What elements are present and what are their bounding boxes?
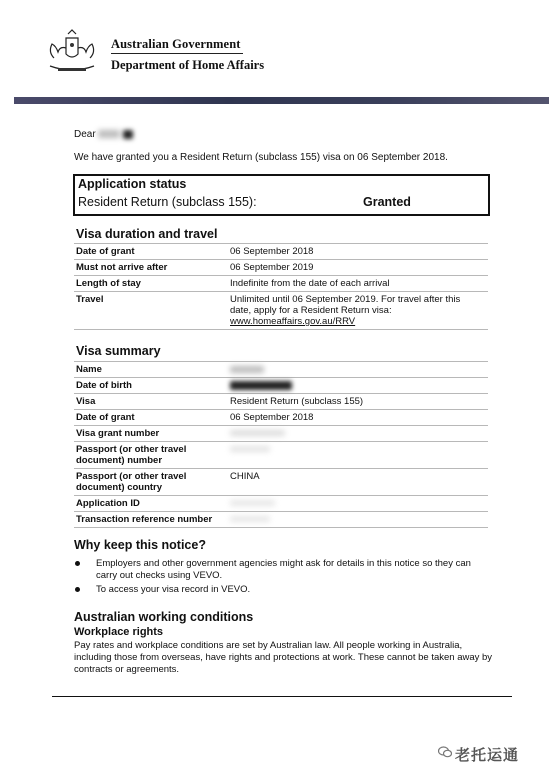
row-label: Application ID <box>74 496 228 512</box>
row-label: Passport (or other travel document) number <box>74 442 228 469</box>
row-label: Visa <box>74 394 228 410</box>
intro-text: We have granted you a Resident Return (subclass 155) visa on 06 September 2018. <box>74 152 448 163</box>
redacted-value <box>230 516 270 522</box>
table-row <box>74 394 488 410</box>
row-value <box>228 442 488 469</box>
row-value <box>228 378 488 394</box>
bullet-icon <box>75 561 80 566</box>
redacted-value <box>230 446 270 452</box>
summary-table <box>74 361 488 528</box>
row-value <box>228 362 488 378</box>
row-label: Transaction reference number <box>74 512 228 528</box>
rrv-link[interactable]: www.homeaffairs.gov.au/RRV <box>230 316 356 327</box>
row-label: Date of birth <box>74 378 228 394</box>
table-row <box>74 276 488 292</box>
row-value: Indefinite from the date of each arrival <box>228 276 488 292</box>
watermark-text: 老托运通 <box>455 747 520 764</box>
row-value <box>228 496 488 512</box>
row-value: 06 September 2019 <box>228 260 488 276</box>
redacted-value <box>230 500 275 506</box>
row-label: Passport (or other travel document) country <box>74 469 228 496</box>
travel-text: Unlimited until 06 September 2019. For travel after this date, apply for a Resident Return visa: <box>230 294 461 316</box>
table-row <box>74 244 488 260</box>
redacted-value <box>230 430 285 436</box>
duration-table <box>74 243 488 330</box>
table-row <box>74 496 488 512</box>
why-title: Why keep this notice? <box>74 538 206 552</box>
row-label: Must not arrive after <box>74 260 228 276</box>
row-label: Date of grant <box>74 410 228 426</box>
work-body: Pay rates and workplace conditions are set by Australian law. All people working in Australia, including those from overseas, have rights and protections at work. These cannot be taken away by contracts or agreements. <box>74 640 493 675</box>
bullet-text: Employers and other government agencies might ask for details in this notice so they can carry out checks using VEVO. <box>96 558 471 581</box>
row-label: Visa grant number <box>74 426 228 442</box>
government-name: Australian Government <box>111 37 241 51</box>
row-value <box>228 426 488 442</box>
row-label: Length of stay <box>74 276 228 292</box>
work-subtitle: Workplace rights <box>74 626 164 638</box>
salutation-text: Dear <box>74 129 96 140</box>
department-name: Department of Home Affairs <box>111 58 265 72</box>
bullet-icon <box>75 587 80 592</box>
row-label: Travel <box>74 292 228 330</box>
redacted-name-mark <box>123 130 133 139</box>
table-row <box>74 410 488 426</box>
row-label: Date of grant <box>74 244 228 260</box>
header-rule <box>111 53 243 54</box>
table-row <box>74 512 488 528</box>
status-value: Granted <box>363 195 411 209</box>
table-row <box>74 260 488 276</box>
row-value <box>228 292 488 330</box>
table-row <box>74 469 488 496</box>
table-row <box>74 362 488 378</box>
row-value: Resident Return (subclass 155) <box>228 394 488 410</box>
row-value: 06 September 2018 <box>228 244 488 260</box>
table-row <box>74 442 488 469</box>
bottom-rule <box>52 696 512 697</box>
wechat-icon <box>438 746 452 758</box>
row-value <box>228 512 488 528</box>
bullet-text: To access your visa record in VEVO. <box>96 584 251 595</box>
status-title: Application status <box>78 177 187 191</box>
work-title: Australian working conditions <box>74 610 254 624</box>
table-row <box>74 292 488 330</box>
status-visa: Resident Return (subclass 155): <box>78 195 257 209</box>
redacted-value <box>230 366 264 373</box>
duration-title: Visa duration and travel <box>76 227 218 241</box>
salutation <box>74 129 133 141</box>
row-label: Name <box>74 362 228 378</box>
table-row <box>74 426 488 442</box>
row-value: 06 September 2018 <box>228 410 488 426</box>
redacted-name <box>98 130 120 138</box>
redacted-value <box>230 381 292 390</box>
header-band <box>14 97 549 104</box>
summary-title: Visa summary <box>76 344 161 358</box>
coat-of-arms-icon <box>40 28 104 76</box>
table-row <box>74 378 488 394</box>
row-value: CHINA <box>228 469 488 496</box>
